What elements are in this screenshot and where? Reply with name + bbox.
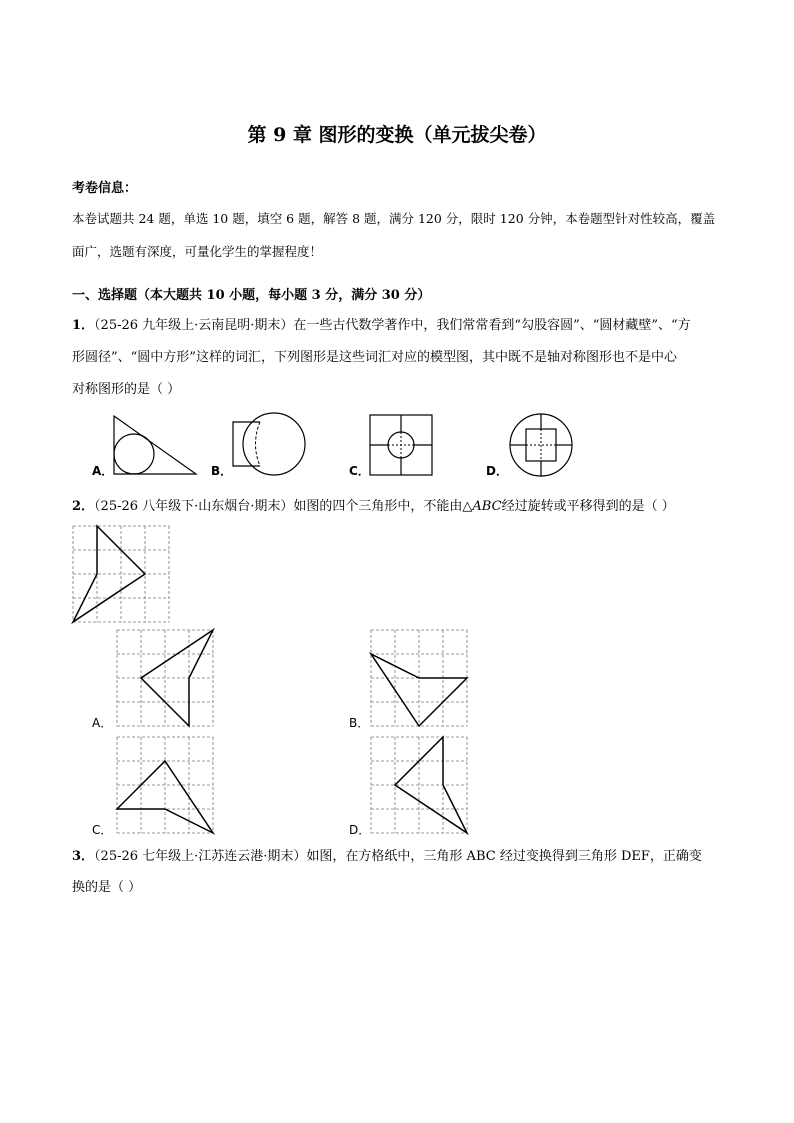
q1-option-d-label[interactable]: D． <box>486 464 508 478</box>
q1-option-b-label[interactable]: B． <box>211 464 233 478</box>
question-1-text: （25-26 九年级上·云南昆明·期末）在一些古代数学著作中，我们常常看到“勾股容圆”、“圆材藏壁”、“方 <box>94 318 691 333</box>
triangle-abc-label: ABC <box>472 499 502 514</box>
q2-option-b-grid <box>371 630 469 728</box>
q1-option-b-figure <box>231 412 311 478</box>
question-3-text: （25-26 七年级上·江苏连云港·期末）如图，在方格纸中，三角形 ABC 经过变换得到三角形 DEF，正确变 <box>94 849 702 864</box>
q2-option-c-label[interactable]: C． <box>92 823 113 837</box>
info-label: 考卷信息： <box>72 181 138 196</box>
question-3-line-1 <box>72 843 702 871</box>
question-2-text-end: 经过旋转或平移得到的是（ ） <box>501 499 675 514</box>
q1-option-c-figure <box>369 414 435 478</box>
q1-option-a-label[interactable]: A． <box>92 464 114 478</box>
question-3-number: 3． <box>72 849 95 864</box>
question-2-text: （25-26 八年级下·山东烟台·期末）如图的四个三角形中，不能由 <box>94 499 463 514</box>
question-1-number: 1． <box>72 318 95 333</box>
question-1-line-1 <box>72 312 691 340</box>
q1-option-c-label[interactable]: C． <box>349 464 370 478</box>
question-2-line-1 <box>72 493 675 521</box>
q2-original-grid <box>73 526 171 624</box>
question-3-line-2: 换的是（ ） <box>72 880 142 895</box>
q2-option-d-label[interactable]: D． <box>349 823 371 837</box>
q2-option-a-grid <box>117 630 215 728</box>
question-2-number: 2． <box>72 499 95 514</box>
q2-option-b-label[interactable]: B． <box>349 716 370 730</box>
page-title: 第 9 章 图形的变换（单元拔尖卷） <box>247 124 547 146</box>
q2-option-c-grid <box>117 737 215 835</box>
question-1-line-2: 形圆径”、“圆中方形”这样的词汇，下列图形是这些词汇对应的模型图，其中既不是轴对称图形也不是中心 <box>72 350 677 365</box>
q1-option-a-figure <box>112 414 202 478</box>
question-1-line-3: 对称图形的是（ ） <box>72 382 181 397</box>
q1-option-d-figure <box>508 412 574 478</box>
section-heading: 一、选择题（本大题共 10 小题，每小题 3 分，满分 30 分） <box>72 288 431 303</box>
info-text-line-1: 本卷试题共 24 题，单选 10 题，填空 6 题，解答 8 题，满分 120 分，限时 120 分钟，本卷题型针对性较高，覆盖 <box>72 211 716 226</box>
q2-option-d-grid <box>371 737 469 835</box>
q2-option-a-label[interactable]: A． <box>92 716 113 730</box>
info-text-line-2: 面广，选题有深度，可量化学生的掌握程度！ <box>72 244 323 259</box>
triangle-symbol: △ <box>462 499 473 514</box>
